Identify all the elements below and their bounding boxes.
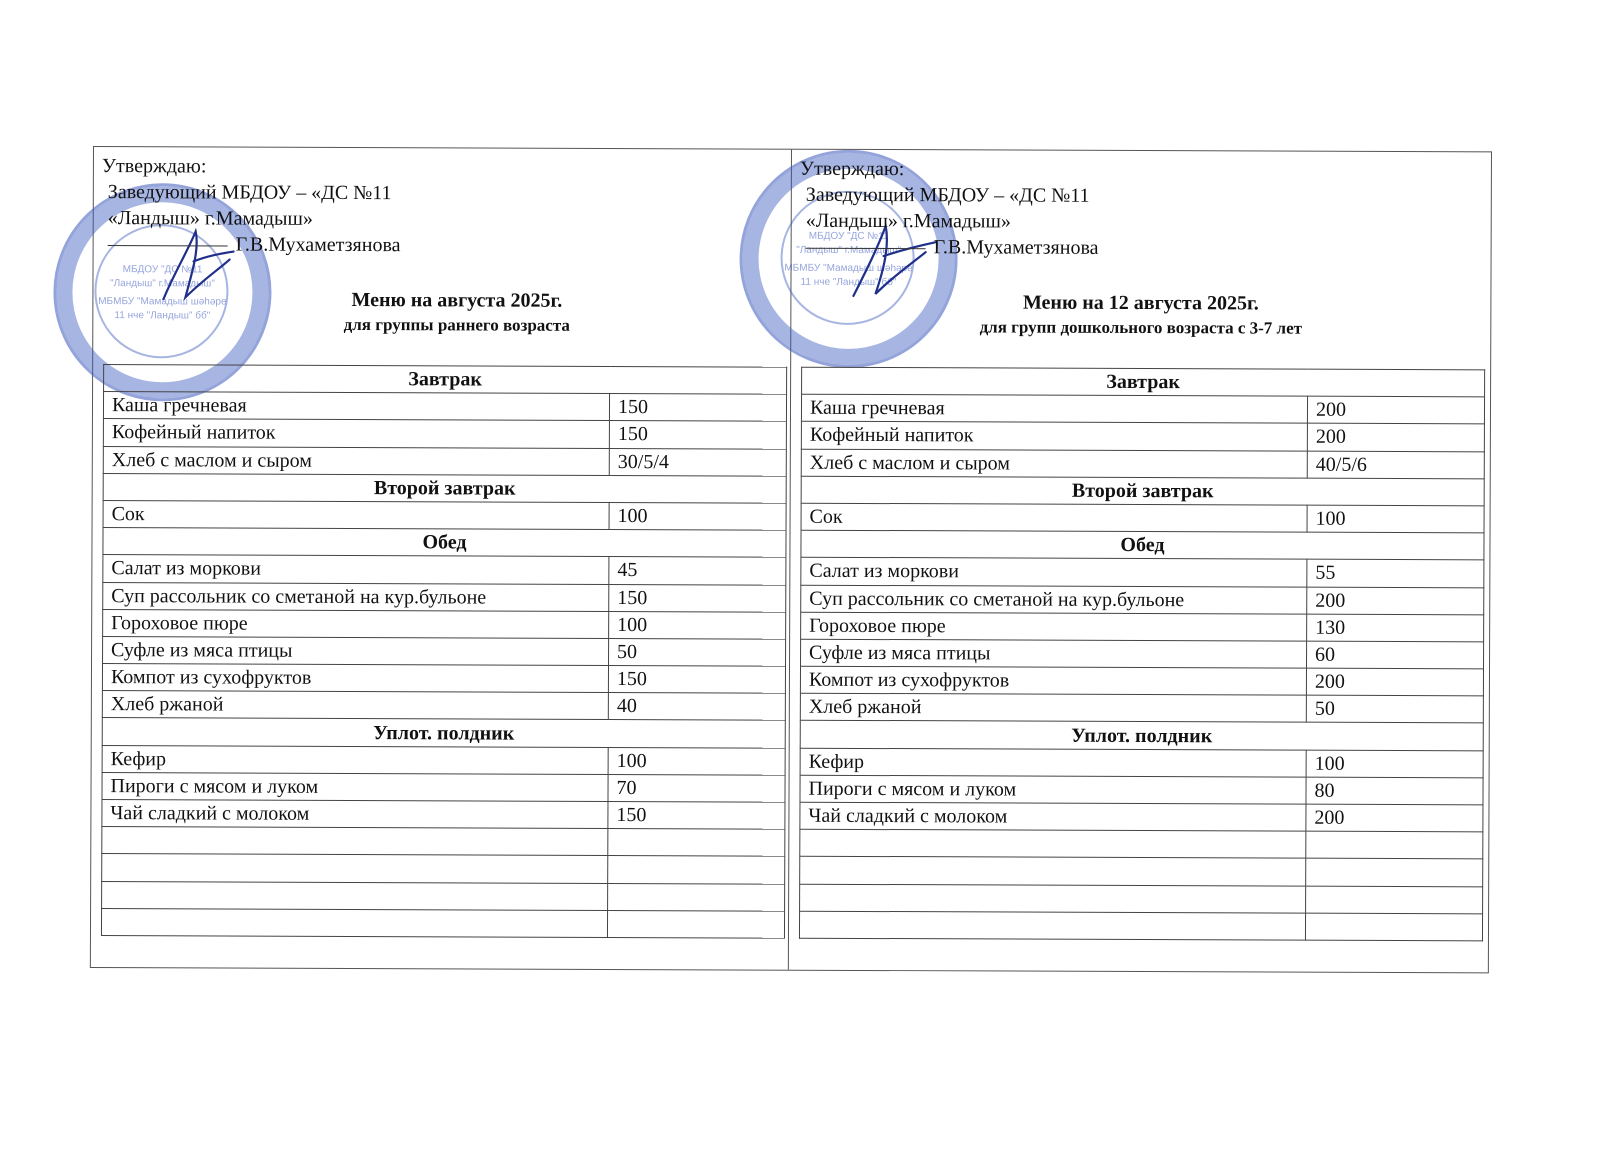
menu-item-row (800, 884, 1483, 914)
stamp-text: МБМБУ "Мамадыш шәһәре (98, 296, 227, 308)
approval-position: Заведующий МБДОУ – «ДС №11 (107, 181, 392, 205)
stamp-text: МБДОУ "ДС №11 (808, 230, 889, 243)
menu-item-row (801, 422, 1484, 452)
menu-item-row (799, 911, 1482, 941)
portion-amount: 50 (609, 638, 786, 666)
meal-section-title: Обед (801, 530, 1484, 560)
portion-amount: 100 (608, 747, 785, 775)
menu-item-row (101, 908, 784, 938)
dish-name: Хлеб с маслом и сыром (801, 449, 1307, 478)
approval-block (102, 153, 401, 258)
dish-name: Каша гречневая (801, 394, 1307, 423)
dish-name: Сок (103, 500, 609, 529)
portion-amount: 200 (1307, 396, 1484, 424)
portion-amount (608, 829, 785, 857)
menu-table (799, 367, 1485, 942)
portion-amount: 100 (609, 502, 786, 530)
menu-item-row (102, 772, 785, 802)
approval-signatory: Г.В.Мухаметзянова (933, 236, 1099, 259)
portion-amount: 150 (609, 421, 786, 449)
dish-name: Суп рассольник со сметаной на кур.бульоне (801, 585, 1307, 614)
approval-organization: «Ландыш» г.Мамадыш» (805, 209, 1011, 233)
portion-amount: 100 (1307, 505, 1484, 533)
portion-amount: 150 (608, 801, 785, 829)
portion-amount: 200 (1306, 668, 1483, 696)
portion-amount: 30/5/4 (609, 448, 786, 476)
portion-amount (1306, 886, 1483, 914)
approval-organization: «Ландыш» г.Мамадыш» (107, 207, 313, 230)
menu-item-row (801, 639, 1484, 669)
menu-item-row (801, 503, 1484, 533)
dish-name (101, 908, 607, 937)
dish-name: Чай сладкий с молоком (102, 800, 608, 829)
dish-name: Каша гречневая (103, 392, 609, 421)
approval-block (800, 156, 1099, 261)
dish-name: Салат из моркови (103, 555, 609, 584)
meal-section-title: Обед (103, 528, 786, 558)
dish-name (800, 857, 1306, 886)
dish-name (800, 829, 1306, 858)
menu-item-row (801, 585, 1484, 615)
menu-item-row (103, 582, 786, 612)
menu-item-row (102, 745, 785, 775)
menu-item-row (801, 394, 1484, 424)
portion-amount: 55 (1307, 559, 1484, 587)
portion-amount (1306, 859, 1483, 887)
portion-amount: 150 (609, 584, 786, 612)
menu-subtitle: для групп дошкольного возраста с 3-7 лет (979, 317, 1303, 338)
menu-item-row (800, 693, 1483, 723)
portion-amount: 150 (608, 666, 785, 694)
menu-section-row (103, 473, 786, 503)
dish-name: Суп рассольник со сметаной на кур.бульоне (103, 582, 609, 611)
menu-item-row (102, 664, 785, 694)
menu-item-row (800, 666, 1483, 696)
menu-section-row (104, 365, 787, 395)
menu-section-row (801, 530, 1484, 560)
menu-item-row (103, 500, 786, 530)
dish-name: Кефир (800, 748, 1306, 777)
stamp-text: 11 нче "Ландыш" бб" (800, 276, 897, 289)
dish-name: Кофейный напиток (103, 419, 609, 448)
portion-amount (1305, 913, 1482, 941)
dish-name (102, 854, 608, 883)
menu-item-row (801, 612, 1484, 642)
menu-section-row (103, 528, 786, 558)
portion-amount: 200 (1307, 587, 1484, 615)
portion-amount (1306, 831, 1483, 859)
portion-amount: 200 (1307, 424, 1484, 452)
stamp-text: 11 нче "Ландыш" бб" (114, 310, 211, 322)
portion-amount: 100 (1306, 750, 1483, 778)
menu-subtitle: для группы раннего возраста (343, 314, 570, 335)
dish-name: Гороховое пюре (103, 609, 609, 638)
approval-heading: Утверждаю: (101, 155, 207, 178)
menu-title: Меню на 12 августа 2025г. (1022, 291, 1259, 315)
menu-item-row (102, 854, 785, 884)
meal-section-title: Уплот. полдник (102, 718, 785, 748)
meal-section-title: Второй завтрак (103, 473, 786, 503)
menu-item-row (103, 555, 786, 585)
stamp-text: "Ландыш" г.Мамадыш" (110, 278, 215, 290)
dish-name: Сок (801, 503, 1307, 532)
menu-item-row (102, 881, 785, 911)
stamp-text: "Ландыш" г.Мамадыш" (796, 244, 902, 257)
portion-amount: 70 (608, 774, 785, 802)
dish-name: Хлеб ржаной (102, 691, 608, 720)
dish-name: Хлеб с маслом и сыром (103, 446, 609, 475)
portion-amount: 40 (608, 693, 785, 721)
menu-item-row (103, 609, 786, 639)
dish-name: Компот из сухофруктов (102, 664, 608, 693)
menu-early-age (91, 147, 792, 970)
menu-item-row (801, 558, 1484, 588)
menu-section-row (802, 367, 1485, 397)
portion-amount: 130 (1307, 614, 1484, 642)
meal-section-title: Уплот. полдник (800, 721, 1483, 751)
portion-amount (608, 883, 785, 911)
stamp-text: МБДОУ "ДС №11 (122, 264, 203, 276)
portion-amount: 40/5/6 (1307, 451, 1484, 479)
dish-name: Чай сладкий с молоком (800, 802, 1306, 831)
dish-name (102, 827, 608, 856)
approval-heading: Утверждаю: (799, 157, 905, 181)
menu-item-row (103, 392, 786, 422)
menu-section-row (801, 476, 1484, 506)
dish-name (799, 911, 1305, 940)
dish-name: Пироги с мясом и луком (800, 775, 1306, 804)
dish-name (102, 881, 608, 910)
menu-sheet (90, 146, 1492, 973)
menu-item-row (800, 775, 1483, 805)
dish-name (800, 884, 1306, 913)
portion-amount: 50 (1306, 695, 1483, 723)
portion-amount: 60 (1307, 641, 1484, 669)
dish-name: Пироги с мясом и луком (102, 772, 608, 801)
menu-item-row (800, 802, 1483, 832)
portion-amount: 80 (1306, 777, 1483, 805)
dish-name: Гороховое пюре (801, 612, 1307, 641)
dish-name: Суфле из мяса птицы (103, 636, 609, 665)
stamp-text: МБМБУ "Мамадыш шәһәре (784, 262, 913, 275)
menu-item-row (800, 829, 1483, 859)
menu-item-row (102, 800, 785, 830)
portion-amount: 45 (609, 557, 786, 585)
dish-name: Кофейный напиток (801, 422, 1307, 451)
dish-name: Суфле из мяса птицы (801, 639, 1307, 668)
portion-amount: 200 (1306, 804, 1483, 832)
menu-item-row (103, 419, 786, 449)
dish-name: Хлеб ржаной (800, 693, 1306, 722)
meal-section-title: Завтрак (104, 365, 787, 395)
menu-item-row (102, 827, 785, 857)
menu-item-row (800, 748, 1483, 778)
dish-name: Салат из моркови (801, 558, 1307, 587)
menu-item-row (800, 857, 1483, 887)
approval-signatory: Г.В.Мухаметзянова (235, 233, 401, 257)
menu-preschool-age (784, 150, 1491, 973)
menu-section-row (800, 721, 1483, 751)
menu-item-row (103, 446, 786, 476)
menu-table (101, 364, 787, 939)
menu-item-row (801, 449, 1484, 479)
menu-title: Меню на августа 2025г. (351, 288, 563, 312)
approval-position: Заведующий МБДОУ – «ДС №11 (805, 183, 1090, 207)
meal-section-title: Второй завтрак (801, 476, 1484, 506)
portion-amount: 150 (609, 394, 786, 422)
menu-section-row (102, 718, 785, 748)
portion-amount (607, 910, 784, 938)
dish-name: Кефир (102, 745, 608, 774)
menu-item-row (102, 691, 785, 721)
portion-amount (608, 856, 785, 884)
menu-item-row (103, 636, 786, 666)
dish-name: Компот из сухофруктов (800, 666, 1306, 695)
portion-amount: 100 (609, 611, 786, 639)
meal-section-title: Завтрак (802, 367, 1485, 397)
